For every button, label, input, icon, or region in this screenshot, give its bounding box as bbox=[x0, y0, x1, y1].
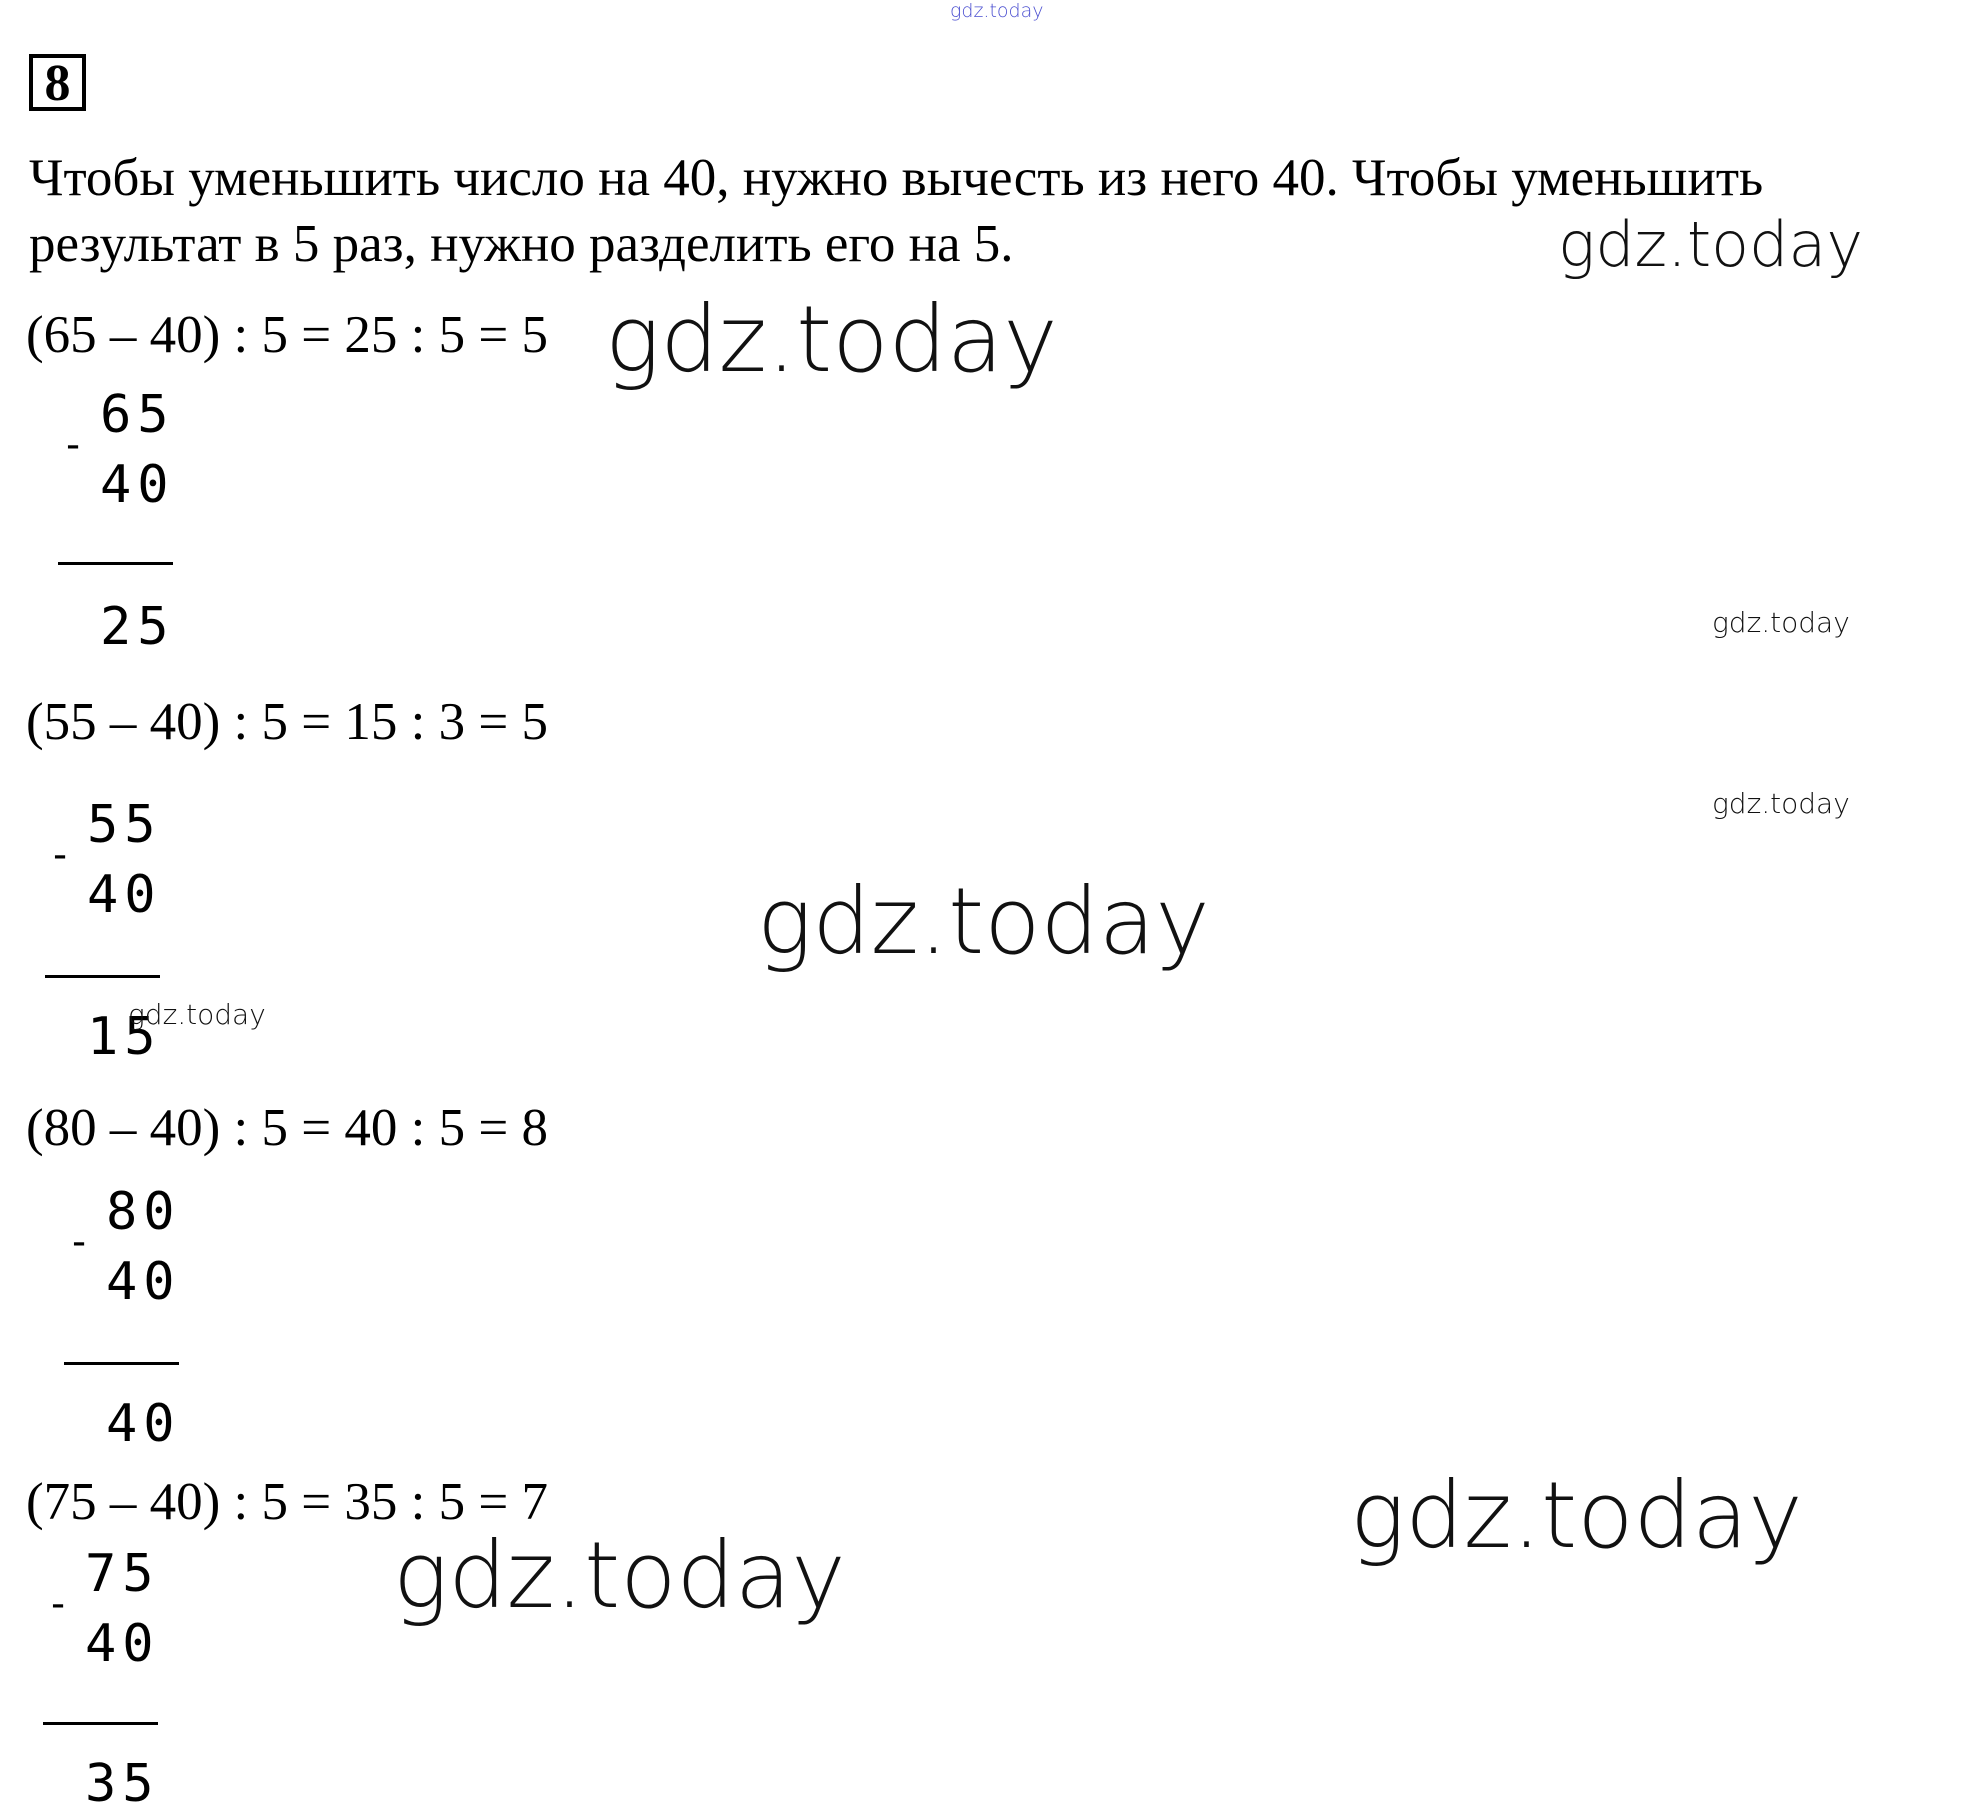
subtrahend-2: 40 bbox=[87, 865, 162, 925]
equation-3: (80 – 40) : 5 = 40 : 5 = 8 bbox=[26, 1099, 549, 1157]
result-4: 35 bbox=[85, 1754, 160, 1814]
minuend-1: 65 bbox=[100, 385, 175, 445]
watermark: gdz.today bbox=[1350, 1462, 1803, 1569]
minuend-2: 55 bbox=[87, 795, 162, 855]
subtrahend-1: 40 bbox=[100, 455, 175, 515]
result-1: 25 bbox=[100, 597, 175, 657]
watermark: gdz.today bbox=[1712, 606, 1850, 639]
minus-sign-2: - bbox=[48, 832, 79, 878]
subtrahend-3: 40 bbox=[106, 1252, 181, 1312]
result-line-3 bbox=[64, 1362, 179, 1365]
watermark: gdz.today bbox=[128, 998, 266, 1031]
watermark-top: gdz.today bbox=[950, 0, 1044, 22]
equation-1: (65 – 40) : 5 = 25 : 5 = 5 bbox=[26, 306, 549, 364]
watermark: gdz.today bbox=[605, 286, 1058, 393]
result-line-2 bbox=[45, 975, 160, 978]
watermark: gdz.today bbox=[1558, 208, 1864, 281]
result-line-1 bbox=[58, 562, 173, 565]
intro-text-line-2: результат в 5 раз, нужно разделить его на 5. bbox=[29, 215, 1014, 273]
watermark: gdz.today bbox=[393, 1522, 846, 1629]
result-2: 15 bbox=[87, 1007, 162, 1067]
minus-sign-4: - bbox=[46, 1581, 77, 1627]
minuend-3: 80 bbox=[106, 1182, 181, 1242]
equation-2: (55 – 40) : 5 = 15 : 3 = 5 bbox=[26, 693, 549, 751]
intro-text-line-1: Чтобы уменьшить число на 40, нужно вычесть из него 40. Чтобы уменьшить bbox=[29, 149, 1764, 207]
minus-sign-1: - bbox=[61, 422, 92, 468]
column-subtraction-1 bbox=[55, 385, 195, 657]
equation-4: (75 – 40) : 5 = 35 : 5 = 7 bbox=[26, 1473, 549, 1531]
task-number: 8 bbox=[29, 54, 86, 111]
watermark: gdz.today bbox=[757, 868, 1210, 975]
result-line-4 bbox=[43, 1722, 158, 1725]
minus-sign-3: - bbox=[67, 1219, 98, 1265]
watermark: gdz.today bbox=[1712, 787, 1850, 820]
result-3: 40 bbox=[106, 1394, 181, 1454]
column-subtraction-4 bbox=[40, 1544, 180, 1814]
column-subtraction-3 bbox=[61, 1182, 201, 1454]
subtrahend-4: 40 bbox=[85, 1614, 160, 1674]
minuend-4: 75 bbox=[85, 1544, 160, 1604]
